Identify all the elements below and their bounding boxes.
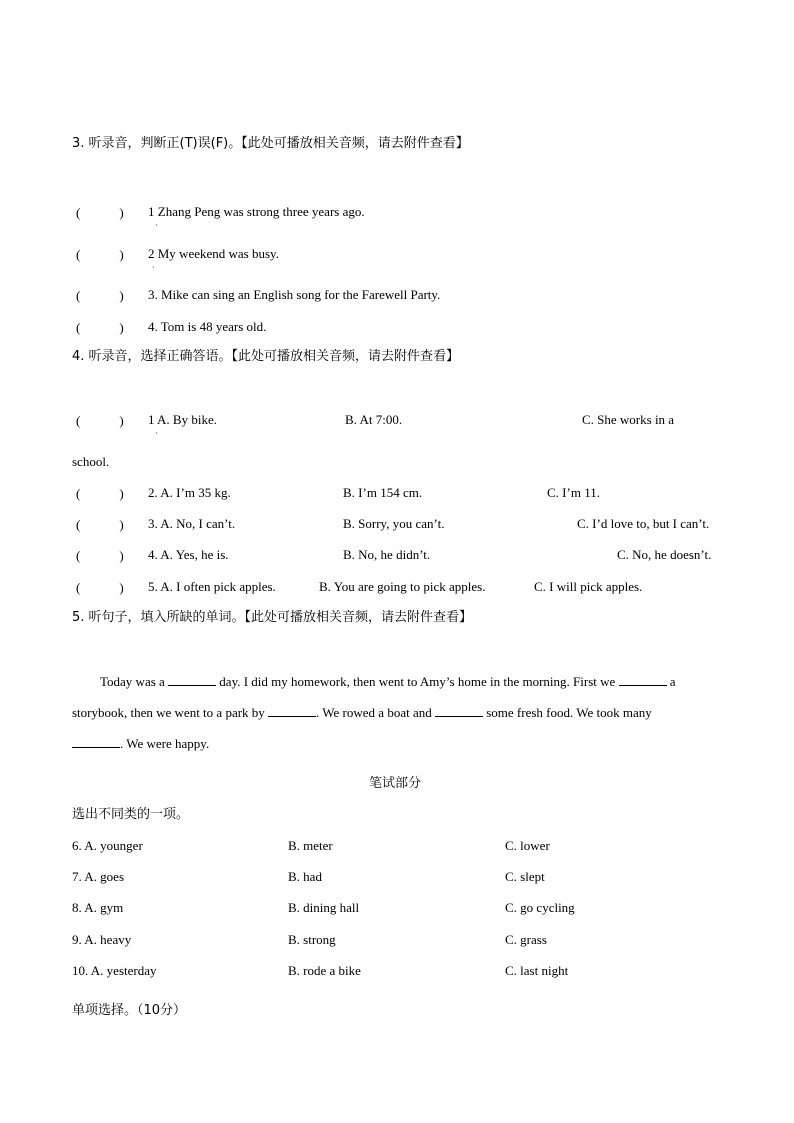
option-c: C. lower	[505, 838, 550, 853]
option-c: C. I’m 11.	[547, 485, 600, 500]
section-4-heading: 4. 听录音，选择正确答语。【此处可播放相关音频，请去附件查看】	[72, 349, 460, 364]
option-a: 4. A. Yes, he is.	[148, 547, 229, 562]
answer-paren[interactable]: ( )	[76, 517, 124, 532]
option-a: 10. A. yesterday	[72, 963, 157, 978]
option-a: 5. A. I often pick apples.	[148, 579, 276, 594]
option-a: 3. A. No, I can’t.	[148, 516, 236, 531]
option-b: B. dining hall	[288, 900, 360, 915]
option-b: B. At 7:00.	[345, 412, 403, 427]
bullet-dot: ·	[155, 221, 158, 230]
option-a: 6. A. younger	[72, 838, 143, 853]
written-part-title: 笔试部分	[369, 776, 422, 791]
blank-3[interactable]	[268, 704, 316, 717]
option-b: B. had	[288, 869, 322, 884]
option-b: B. No, he didn’t.	[343, 547, 431, 562]
option-c: C. She works in a	[582, 412, 675, 427]
blank-5[interactable]	[72, 735, 120, 748]
option-c: C. go cycling	[505, 900, 575, 915]
answer-paren[interactable]: ( )	[76, 580, 124, 595]
option-c-continuation: school.	[72, 454, 110, 469]
option-c: C. slept	[505, 869, 545, 884]
option-c: C. I’d love to, but I can’t.	[577, 516, 710, 531]
next-section-heading: 单项选择。（10分）	[72, 1003, 187, 1018]
answer-paren[interactable]: ( )	[76, 413, 124, 428]
cloze-line-3: . We were happy.	[72, 735, 209, 750]
answer-paren[interactable]: ( )	[76, 320, 124, 335]
question-text: 3. Mike can sing an English song for the Farewell Party.	[148, 287, 441, 302]
section-5-heading: 5. 听句子，填入所缺的单词。【此处可播放相关音频，请去附件查看】	[72, 610, 473, 625]
option-a: 1 A. By bike.	[148, 412, 217, 427]
option-b: B. rode a bike	[288, 963, 361, 978]
section-3-heading: 3. 听录音，判断正(T)误(F)。【此处可播放相关音频，请去附件查看】	[72, 136, 469, 151]
bullet-dot: ·	[155, 429, 158, 438]
answer-paren[interactable]: ( )	[76, 247, 124, 262]
option-a: 7. A. goes	[72, 869, 124, 884]
question-text: 2 My weekend was busy.	[148, 246, 279, 261]
option-c: C. grass	[505, 932, 547, 947]
option-c: C. I will pick apples.	[534, 579, 643, 594]
answer-paren[interactable]: ( )	[76, 205, 124, 220]
option-c: C. last night	[505, 963, 569, 978]
bullet-dot: ·	[152, 263, 155, 272]
option-c: C. No, he doesn’t.	[617, 547, 712, 562]
option-a: 8. A. gym	[72, 900, 124, 915]
option-b: B. meter	[288, 838, 333, 853]
answer-paren[interactable]: ( )	[76, 548, 124, 563]
option-b: B. Sorry, you can’t.	[343, 516, 445, 531]
option-b: B. I’m 154 cm.	[343, 485, 423, 500]
option-a: 9. A. heavy	[72, 932, 132, 947]
answer-paren[interactable]: ( )	[76, 486, 124, 501]
option-a: 2. A. I’m 35 kg.	[148, 485, 231, 500]
blank-2[interactable]	[619, 673, 667, 686]
option-b: B. strong	[288, 932, 336, 947]
cloze-line-1: Today was a day. I did my homework, then went to Amy’s home in the morning. First we a	[100, 674, 676, 689]
option-b: B. You are going to pick apples.	[319, 579, 486, 594]
answer-paren[interactable]: ( )	[76, 288, 124, 303]
instruction: 选出不同类的一项。	[72, 807, 190, 822]
blank-4[interactable]	[435, 704, 483, 717]
question-text: 4. Tom is 48 years old.	[148, 319, 267, 334]
question-text: 1 Zhang Peng was strong three years ago.	[148, 204, 365, 219]
blank-1[interactable]	[168, 673, 216, 686]
cloze-line-2: storybook, then we went to a park by . We rowed a boat and some fresh food. We took many	[72, 705, 652, 720]
